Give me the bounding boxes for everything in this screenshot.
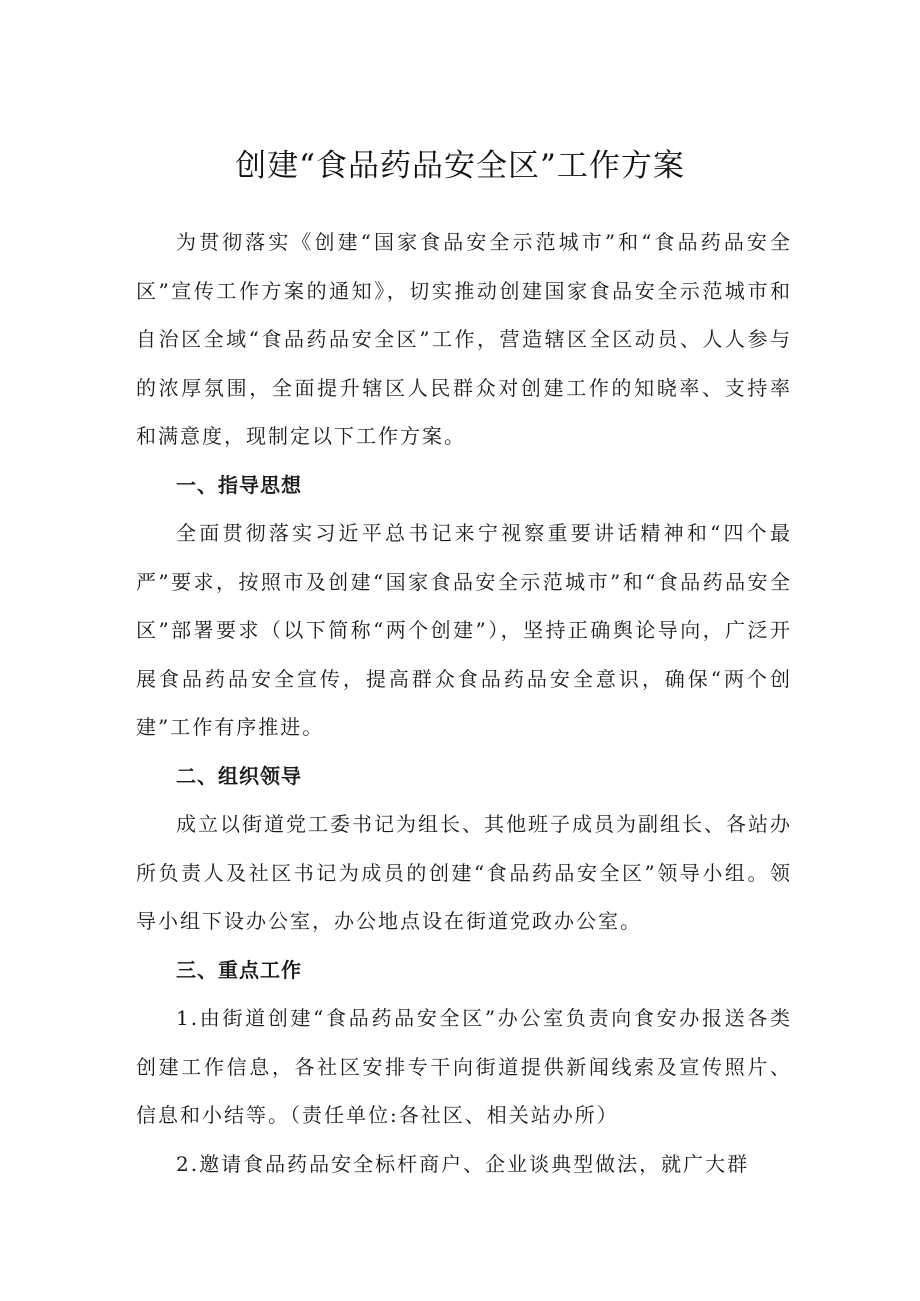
intro-paragraph: 为贯彻落实《创建“国家食品安全示范城市”和“食品药品安全区”宣传工作方案的通知》，切实推动创建国家食品安全示范城市和自治区全域“食品药品安全区”工作，营造辖区全区动员、人人参与的浓厚氛围，全面提升辖区人民群众对创建工作的知晓率、支持率和满意度，现制定以下工作方案。 (136, 230, 792, 448)
guiding-ideology-paragraph: 全面贯彻落实习近平总书记来宁视察重要讲话精神和“四个最严”要求，按照市及创建“国家食品安全示范城市”和“食品药品安全区”部署要求（以下简称“两个创建”），坚持正确舆论导向，广泛开展食品药品安全宣传，提高群众食品药品安全意识，确保“两个创建”工作有序推进。 (136, 521, 792, 739)
key-work-item-2: 2.邀请食品药品安全标杆商户、企业谈典型做法，就广大群 (176, 1151, 750, 1176)
key-work-item-1: 1.由街道创建“食品药品安全区”办公室负责向食安办报送各类创建工作信息，各社区安排专干向街道提供新闻线索及宣传照片、信息和小结等。（责任单位:各社区、相关站办所） (136, 1006, 792, 1127)
document-body (136, 218, 792, 1188)
section-heading-key-work: 三、重点工作 (176, 957, 302, 982)
section-heading-guiding-ideology: 一、指导思想 (176, 472, 302, 497)
section-heading-organization: 二、组织领导 (176, 763, 302, 788)
document-title: 创建“食品药品安全区”工作方案 (235, 148, 685, 184)
organization-paragraph: 成立以街道党工委书记为组长、其他班子成员为副组长、各站办所负责人及社区书记为成员的创建“食品药品安全区”领导小组。领导小组下设办公室，办公地点设在街道党政办公室。 (136, 812, 792, 933)
